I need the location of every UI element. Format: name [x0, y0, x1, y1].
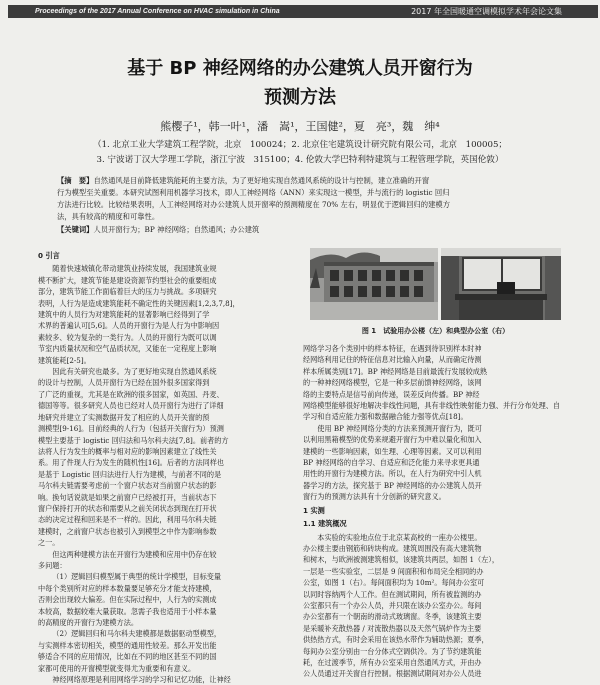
text-line: 和树木，与欧洲被测建筑相似，该建筑共两层，如图 1（左），	[303, 555, 500, 565]
text-line: 模不断扩大，建筑节能是建设资源节约型社会的重要组成	[38, 275, 217, 285]
text-line: 术界的普遍认可[5,6]。人员的开窗行为是人行为中影响因	[38, 321, 220, 331]
text-line: 部分，建筑节能工作面临着巨大的压力与挑战。多项研究	[38, 287, 217, 297]
text-line: 够适合不同的应用情况，比如在不同的地区甚至不同的国	[38, 652, 217, 662]
text-line: 测模型[9-16]。目前经典的人行为（包括开关窗行为）预测	[38, 424, 224, 434]
text-line: 法将人行为发生的概率与相对应的影响因素建立了线性关	[38, 446, 217, 456]
running-header	[8, 5, 598, 18]
text-line: 网络模型能够很好地解决非线性问题，具有非线性映射能力强、并行分布处理、自	[303, 401, 561, 411]
office-building-photo	[310, 248, 438, 320]
paragraph-first-line: 神经网络原理是利用网络学习的学习和记忆功能，让神经	[52, 675, 231, 685]
text-line: 地研究并建立了实测数据开发了相应的人员开关窗的预	[38, 412, 210, 422]
text-line: 络的主要特点是信号前向传递，误差反向传播。BP 神经	[303, 389, 480, 399]
text-line: 了广泛的重视，尤其是在欧洲的很多国家，如英国、丹麦、	[38, 389, 224, 399]
text-line: 建模时，之前窗户状态也被引入到模型之中作为影响参数	[38, 526, 217, 536]
text-line: 本较高，数据较难大量获取。忽需子我也适用于小样本量	[38, 606, 217, 616]
text-line: 系。用了件现人行为发生的随机性[16]。后者的方法同样也	[38, 458, 225, 468]
paragraph-first-line: 因此有关研究也最多。为了更好地实现自然通风系统	[52, 367, 217, 377]
abstract-line: 方法进行比较。比较结果表明，人工神经网络对办公建筑人员开窗率的预测精度在 70% 左右，明显优于逻辑回归的建模方	[57, 200, 450, 209]
text-line: 响。换句话说就是如果之前窗户已经被打开，当前状态下	[38, 492, 217, 502]
text-line: 建筑能耗[2-5]。	[38, 355, 91, 365]
text-line: 态的决定过程和回来是不一样的。因此，利用马尔科夫链	[38, 515, 217, 525]
text-line: 窗户保持打开的状态和需要从之前关闭状态到现在打开状	[38, 503, 217, 513]
text-line: 办公室都有一个朝南的滑动式玻璃窗。冬季，该建筑主要	[303, 612, 482, 622]
figure-1	[310, 248, 561, 320]
text-line: 之一。	[38, 538, 60, 548]
text-line: 学习和自适应能力强和数据融合能力强等优点[18]。	[303, 412, 468, 422]
keywords-line	[57, 224, 557, 236]
header-right: 2017 年全国暖通空调模拟学术年会论文集	[411, 7, 562, 16]
abstract-line: 行为模型至关重要。本研究试图利用机器学习技术，即人工神经网络（ANN）来实现这一模型，并与流行的 logistic 回归	[57, 188, 450, 197]
section-heading: 1.1 建筑概况	[303, 519, 347, 529]
text-line: 中每个类别所对应的样本数量要足够充分才能支持建模，	[38, 583, 217, 593]
text-line: 的一种神经网络模型，它是一种多层前馈神经网络，该网	[303, 378, 482, 388]
abstract-line: 法，具有较高的精度和可靠性。	[57, 212, 160, 221]
keywords-label: 【关键词】	[57, 225, 94, 234]
text-line: 德国等等。很多研究人员也已经对人员开窗行为进行了详细	[38, 401, 224, 411]
paragraph-first-line: 但这两种建模方法在开窗行为建模和应用中仍存在较	[52, 549, 217, 559]
text-line: 器学习的方法，探究基于 BP 神经网络的办公建筑人员开	[303, 480, 482, 490]
paragraph-first-line: 使用 BP 神经网络分类的方法来预测开窗行为，既可	[317, 423, 482, 433]
text-line: 以同时容纳两个人工作。但在测试期间，所有被监测的办	[303, 589, 482, 599]
text-line: 耗，在过渡季节，所有办公室采用自然通风方式，开由办	[303, 657, 482, 667]
paper-title-line1: 基于 BP 神经网络的办公建筑人员开窗行为	[127, 58, 473, 79]
paragraph-first-line: （2）逻辑回归和马尔科夫建模都是数据驱动型模型，	[52, 629, 222, 639]
text-line: 用性的开窗行为建模方法。所以，在人行为研究中引人机	[303, 469, 482, 479]
text-line: 家都可使用的开窗模型就变得尤为重要和有意义。	[38, 663, 196, 673]
typical-office-photo	[441, 248, 561, 320]
header-left: Proceedings of the 2017 Annual Conference on HVAC simulation in China	[35, 8, 280, 15]
text-line: 以利用黑箱模型的优势来规避开窗行为中难以量化和加入	[303, 435, 482, 445]
text-line: 网络学习各个类别中的样本特征，在遇到待识别样本时神	[303, 344, 482, 353]
text-line: 模型主要基于 logistic 回归法和马尔科夫法[7,8]。前者的方	[38, 435, 229, 445]
section-heading: 1 实测	[303, 505, 325, 515]
text-line: 建筑中的人员行为对建筑能耗的显著影响已经得到了学	[38, 310, 210, 320]
text-line: 是采暖补充散热器 / 对流散热器以及天然气锅炉作为主要	[303, 623, 482, 633]
text-line: 马尔科夫链需要考虑前一个窗户状态对当前窗户状态的影	[38, 481, 217, 491]
text-line: 公室，如图 1（右）。每间面积均为 10m²。每间办公室可	[303, 578, 485, 588]
abstract-label: 【摘 要】	[57, 176, 94, 185]
text-line: 经网络利用记住的特征信息对比输入向量，从而确定待测	[303, 355, 482, 365]
text-line: 的设计与控制，人员开窗行为已经在国外很多国家得到	[38, 378, 210, 388]
paper-title-line2: 预测方法	[264, 87, 336, 108]
section-heading: 0 引言	[38, 251, 60, 260]
text-line: 公室都只有一个办公人员，并只限在该办公室办公。每间	[303, 600, 482, 610]
text-line: 样本所属类别[17]。BP 神经网络是目前最流行发展较成熟	[303, 366, 488, 376]
abstract-text: 自然通风是目前降低建筑能耗的主要方法，为了更好地实现自然通风系统的设计与控制，建立准确的开窗	[93, 176, 430, 185]
authors: 熊樱子¹，韩一叶¹，潘 嵩¹，王国健²，夏 亮³，魏 绅⁴	[160, 120, 440, 133]
text-line: 否则会出现较大偏差。但在实际过程中，人行为的实测成	[38, 595, 217, 605]
body-right-column	[303, 343, 565, 679]
text-line: BP 神经网络的自学习、自适应和泛化能力来寻求更具通	[303, 458, 480, 468]
paragraph-first-line: 随着快速城镇化带动建筑业持续发展，我国建筑业规	[52, 264, 217, 274]
figure-caption: 图 1 试验用办公楼（左）和典型办公室（右）	[361, 327, 510, 335]
paragraph-first-line: 本实验的实验地点位于北京某高校的一座办公楼里。	[317, 532, 482, 542]
text-line: 每间办公室分别由一台分体式空调供冷。为了节约建筑能	[303, 646, 482, 656]
text-line: 是基于 Logistic 回归法进行人行为建模，与前者不同的是	[38, 469, 222, 479]
text-line: 与实测样本密切相关，模型的通用性较差。那么开发出能	[38, 640, 217, 650]
text-line: 多问题：	[38, 560, 67, 570]
text-line: 节室内质量状况和空气品质状况，又能在一定程度上影响	[38, 344, 217, 354]
body-left-column	[38, 248, 294, 685]
text-line: 的高精度的开窗行为建模方法。	[38, 618, 138, 627]
text-line: 素较多、较为复杂的一类行为。人员的开窗行为既可以调	[38, 332, 217, 342]
text-line: 一层是一些实验室，二层是 9 间面积和布局完全相同的办	[303, 566, 484, 576]
text-line: 办公楼主要由钢筋和砖块构成。建筑周围没有高大建筑物	[303, 543, 482, 553]
text-line: 供热热方式，有时会采用在该热水带作为辅助热源；夏季，	[303, 635, 489, 645]
abstract-line	[57, 175, 557, 187]
text-line: 建模的一些影响因素，如生理、心理等因素。又可以利用	[303, 446, 482, 456]
paragraph-first-line: （1）逻辑回归模型属于典型的统计学模型，目标变量	[52, 572, 222, 582]
keywords-text: 人员开窗行为；BP 神经网络；自然通风；办公建筑	[93, 225, 260, 234]
affiliations-line2: 3. 宁波诺丁汉大学理工学院，浙江宁波 315100；4. 伦敦大学巴特利特建筑与工程管理学院，英国伦敦）	[96, 155, 504, 165]
text-line: 表明，人行为是造成建筑能耗不确定性的关键因素[1,2,3,7,8]，	[38, 298, 240, 308]
text-line: 公人员通过开关窗自行控制。根据测试期间对办公人员进	[303, 669, 482, 679]
text-line: 窗行为的预测方法具有十分创新的研究意义。	[303, 492, 446, 502]
affiliations-line1: （1. 北京工业大学建筑工程学院，北京 100024；2. 北京住宅建筑设计研究院有限公司，北京 100005；	[92, 140, 508, 150]
